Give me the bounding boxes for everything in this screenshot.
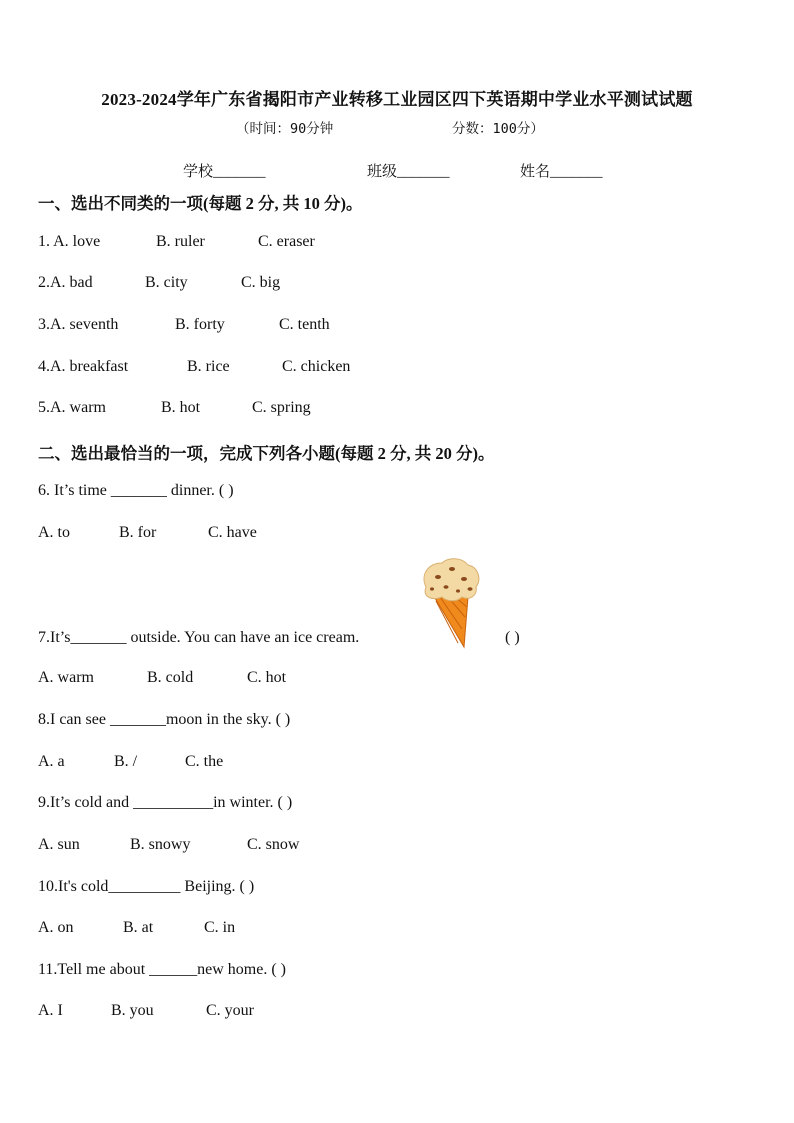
q2-option-b: B. city [145,274,188,291]
question-9-options [38,836,299,854]
question-1 [38,233,315,251]
school-field: 学校_______ [183,164,266,180]
q11-option-c: C. your [206,1002,254,1019]
q9-option-b: B. snowy [130,836,191,853]
q9-option-c: C. snow [247,836,300,853]
question-3 [38,316,330,334]
q11-option-a: A. I [38,1002,63,1019]
q7-option-a: A. warm [38,669,94,686]
question-2 [38,274,280,292]
question-10-stem: 10.It's cold_________ Beijing. ( ) [38,878,255,895]
q6-option-a: A. to [38,524,70,541]
name-field: 姓名_______ [520,164,603,180]
question-6-options [38,524,257,542]
q10-option-b: B. at [123,919,154,936]
q8-option-c: C. the [185,753,224,770]
exam-score: 分数：100分） [452,121,544,137]
q4-option-a: 4.A. breakfast [38,358,129,375]
ice-cream-icon [418,557,486,649]
q7-option-c: C. hot [247,669,287,686]
question-7-paren: ( ) [505,629,520,646]
question-5 [38,399,311,417]
q8-option-a: A. a [38,753,65,770]
q5-option-a: 5.A. warm [38,399,106,416]
question-7-options [38,669,286,687]
q10-option-c: C. in [204,919,236,936]
section2-heading: 二、选出最恰当的一项，完成下列各小题(每题 2 分, 共 20 分)。 [38,444,495,463]
question-7-stem: 7.It’s_______ outside. You can have an ice cream. [38,629,360,646]
question-4 [38,358,350,376]
q3-option-a: 3.A. seventh [38,316,119,333]
exam-title: 2023-2024学年广东省揭阳市产业转移工业园区四下英语期中学业水平测试试题 [101,90,693,109]
section1-heading: 一、选出不同类的一项(每题 2 分, 共 10 分)。 [38,194,363,213]
q2-option-a: 2.A. bad [38,274,93,291]
question-9-stem: 9.It’s cold and __________in winter. ( ) [38,794,293,811]
q6-option-b: B. for [119,524,157,541]
q9-option-a: A. sun [38,836,80,853]
q5-option-b: B. hot [161,399,201,416]
class-field: 班级_______ [367,164,450,180]
question-8-stem: 8.I can see _______moon in the sky. ( ) [38,711,291,728]
q8-option-b: B. / [114,753,138,770]
question-11-stem: 11.Tell me about ______new home. ( ) [38,961,287,978]
exam-time: （时间：90分钟 [236,121,334,137]
question-11-options [38,1002,254,1020]
question-6-stem: 6. It’s time _______ dinner. ( ) [38,482,234,499]
q7-option-b: B. cold [147,669,194,686]
q11-option-b: B. you [111,1002,154,1019]
q2-option-c: C. big [241,274,281,291]
q4-option-b: B. rice [187,358,230,375]
question-10-options [38,919,235,937]
q6-option-c: C. have [208,524,257,541]
q4-option-c: C. chicken [282,358,351,375]
q3-option-c: C. tenth [279,316,330,333]
q1-option-b: B. ruler [156,233,205,250]
q3-option-b: B. forty [175,316,225,333]
q1-option-a: 1. A. love [38,233,101,250]
q10-option-a: A. on [38,919,74,936]
question-8-options [38,753,223,771]
q1-option-c: C. eraser [258,233,315,250]
q5-option-c: C. spring [252,399,311,416]
